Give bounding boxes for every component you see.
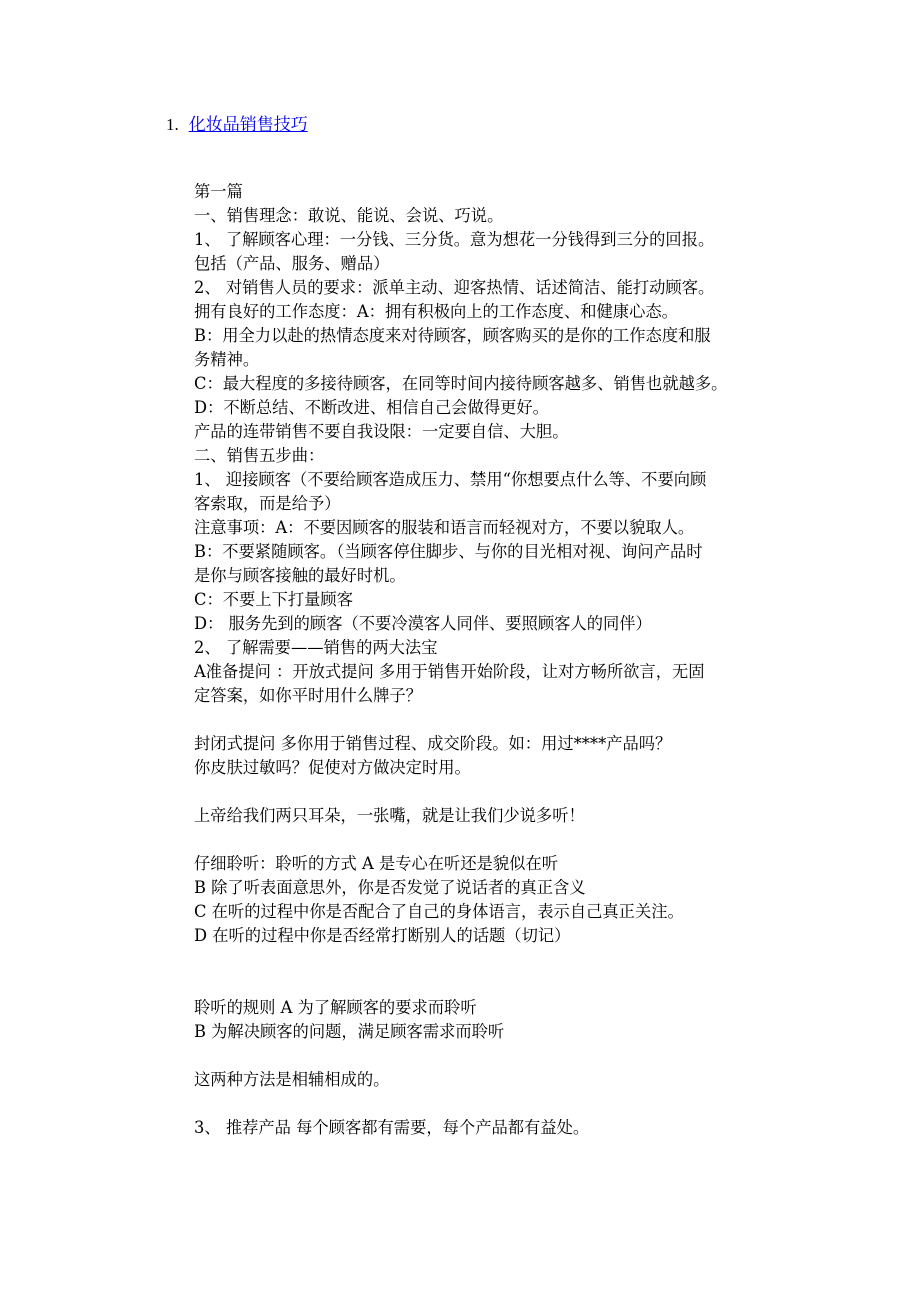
document-body [194, 180, 794, 1140]
text-line: 一、销售理念：敢说、能说、会说、巧说。 [194, 206, 504, 225]
text-line: 定答案，如你平时用什么牌子？ [194, 686, 422, 705]
blank-line [194, 972, 794, 996]
text-line: C：最大程度的多接待顾客，在同等时间内接待顾客越多、销售也就越多。 [194, 374, 728, 393]
text-line: 上帝给我们两只耳朵，一张嘴，就是让我们少说多听！ [194, 806, 585, 825]
text-line: 聆听的规则 A 为了解顾客的要求而聆听 [194, 998, 477, 1017]
text-line: 包括（产品、服务、赠品） [194, 254, 390, 273]
heading [166, 112, 308, 138]
text-line: C 在听的过程中你是否配合了自己的身体语言，表示自己真正关注。 [194, 902, 684, 921]
blank-line [194, 708, 794, 732]
text-line: 3、 推荐产品 每个顾客都有需要，每个产品都有益处。 [194, 1118, 590, 1137]
text-line: D： 服务先到的顾客（不要冷漠客人同伴、要照顾客人的同伴） [194, 614, 652, 633]
text-line: 2、 了解需要——销售的两大法宝 [194, 638, 438, 657]
text-line: D 在听的过程中你是否经常打断别人的话题（切记） [194, 926, 571, 945]
blank-line [194, 1044, 794, 1068]
text-line: 拥有良好的工作态度：A：拥有积极向上的工作态度、和健康心态。 [194, 302, 678, 321]
text-line: 是你与顾客接触的最好时机。 [194, 566, 406, 585]
heading-title-link[interactable]: 化妆品销售技巧 [188, 115, 308, 135]
text-line: 封闭式提问 多你用于销售过程、成交阶段。如：用过****产品吗？ [194, 734, 672, 753]
blank-line [194, 1092, 794, 1116]
text-line: B：不要紧随顾客。（当顾客停住脚步、与你的目光相对视、询问产品时 [194, 542, 703, 561]
blank-line [194, 828, 794, 852]
text-line: 产品的连带销售不要自我设限：一定要自信、大胆。 [194, 422, 569, 441]
text-line: 2、 对销售人员的要求：派单主动、迎客热情、话述简洁、能打动顾客。 [194, 278, 715, 297]
text-line: B：用全力以赴的热情态度来对待顾客，顾客购买的是你的工作态度和服 [194, 326, 711, 345]
text-line: 务精神。 [194, 350, 260, 369]
blank-line [194, 780, 794, 804]
text-line: B 除了听表面意思外，你是否发觉了说话者的真正含义 [194, 878, 586, 897]
text-line: C：不要上下打量顾客 [194, 590, 353, 609]
text-line: B 为解决顾客的问题，满足顾客需求而聆听 [194, 1022, 505, 1041]
text-line: A准备提问 ：开放式提问 多用于销售开始阶段，让对方畅所欲言，无固 [194, 662, 705, 681]
text-line: 客索取，而是给予） [194, 494, 341, 513]
text-line: 第一篇 [194, 182, 243, 201]
heading-number: 1. [166, 115, 179, 134]
text-line: 1、 了解顾客心理：一分钱、三分货。意为想花一分钱得到三分的回报。 [194, 230, 715, 249]
text-line: 你皮肤过敏吗？促使对方做决定时用。 [194, 758, 471, 777]
text-line: 仔细聆听：聆听的方式 A 是专心在听还是貌似在听 [194, 854, 559, 873]
text-line: 这两种方法是相辅相成的。 [194, 1070, 390, 1089]
text-line: 二、销售五步曲： [194, 446, 325, 465]
text-line: 注意事项：A：不要因顾客的服装和语言而轻视对方，不要以貌取人。 [194, 518, 695, 537]
blank-line [194, 948, 794, 972]
text-line: 1、 迎接顾客（不要给顾客造成压力、禁用“你想要点什么等、不要向顾 [194, 470, 707, 489]
text-line: D：不断总结、不断改进、相信自己会做得更好。 [194, 398, 549, 417]
